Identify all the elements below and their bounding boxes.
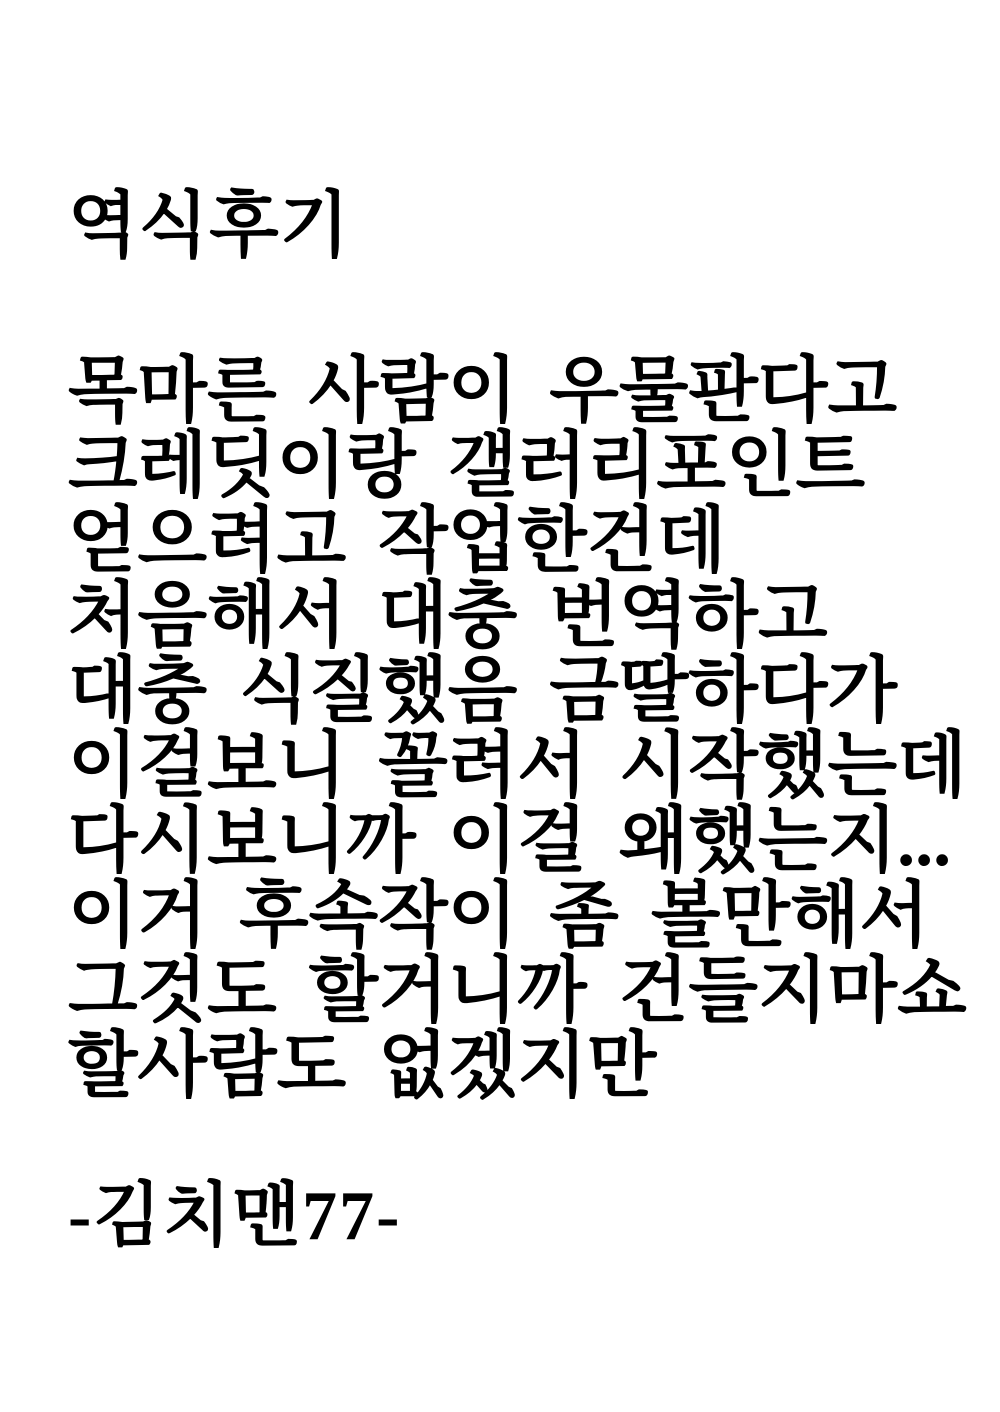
signature: -김치맨77- [68, 1178, 402, 1255]
note-line: 할사람도 없겠지만 [68, 1026, 657, 1106]
note-line: 얻으려고 작업한건데 [68, 501, 726, 581]
note-body [68, 351, 970, 1106]
note-line: 이걸보니 꼴려서 시작했는데 [68, 726, 967, 806]
note-line: 이거 후속작이 좀 볼만해서 [68, 876, 930, 956]
note-line: 다시보니까 이걸 왜했는지... [68, 801, 952, 881]
note-line: 목마른 사람이 우물판다고 [68, 351, 898, 431]
note-line: 처음해서 대충 번역하고 [68, 576, 828, 656]
note-line: 그것도 할거니까 건들지마쇼 [68, 951, 967, 1031]
note-line: 대충 식질했음 금딸하다가 [68, 651, 898, 731]
page-title: 역식후기 [68, 186, 351, 266]
note-line: 크레딧이랑 갤러리포인트 [68, 426, 866, 506]
